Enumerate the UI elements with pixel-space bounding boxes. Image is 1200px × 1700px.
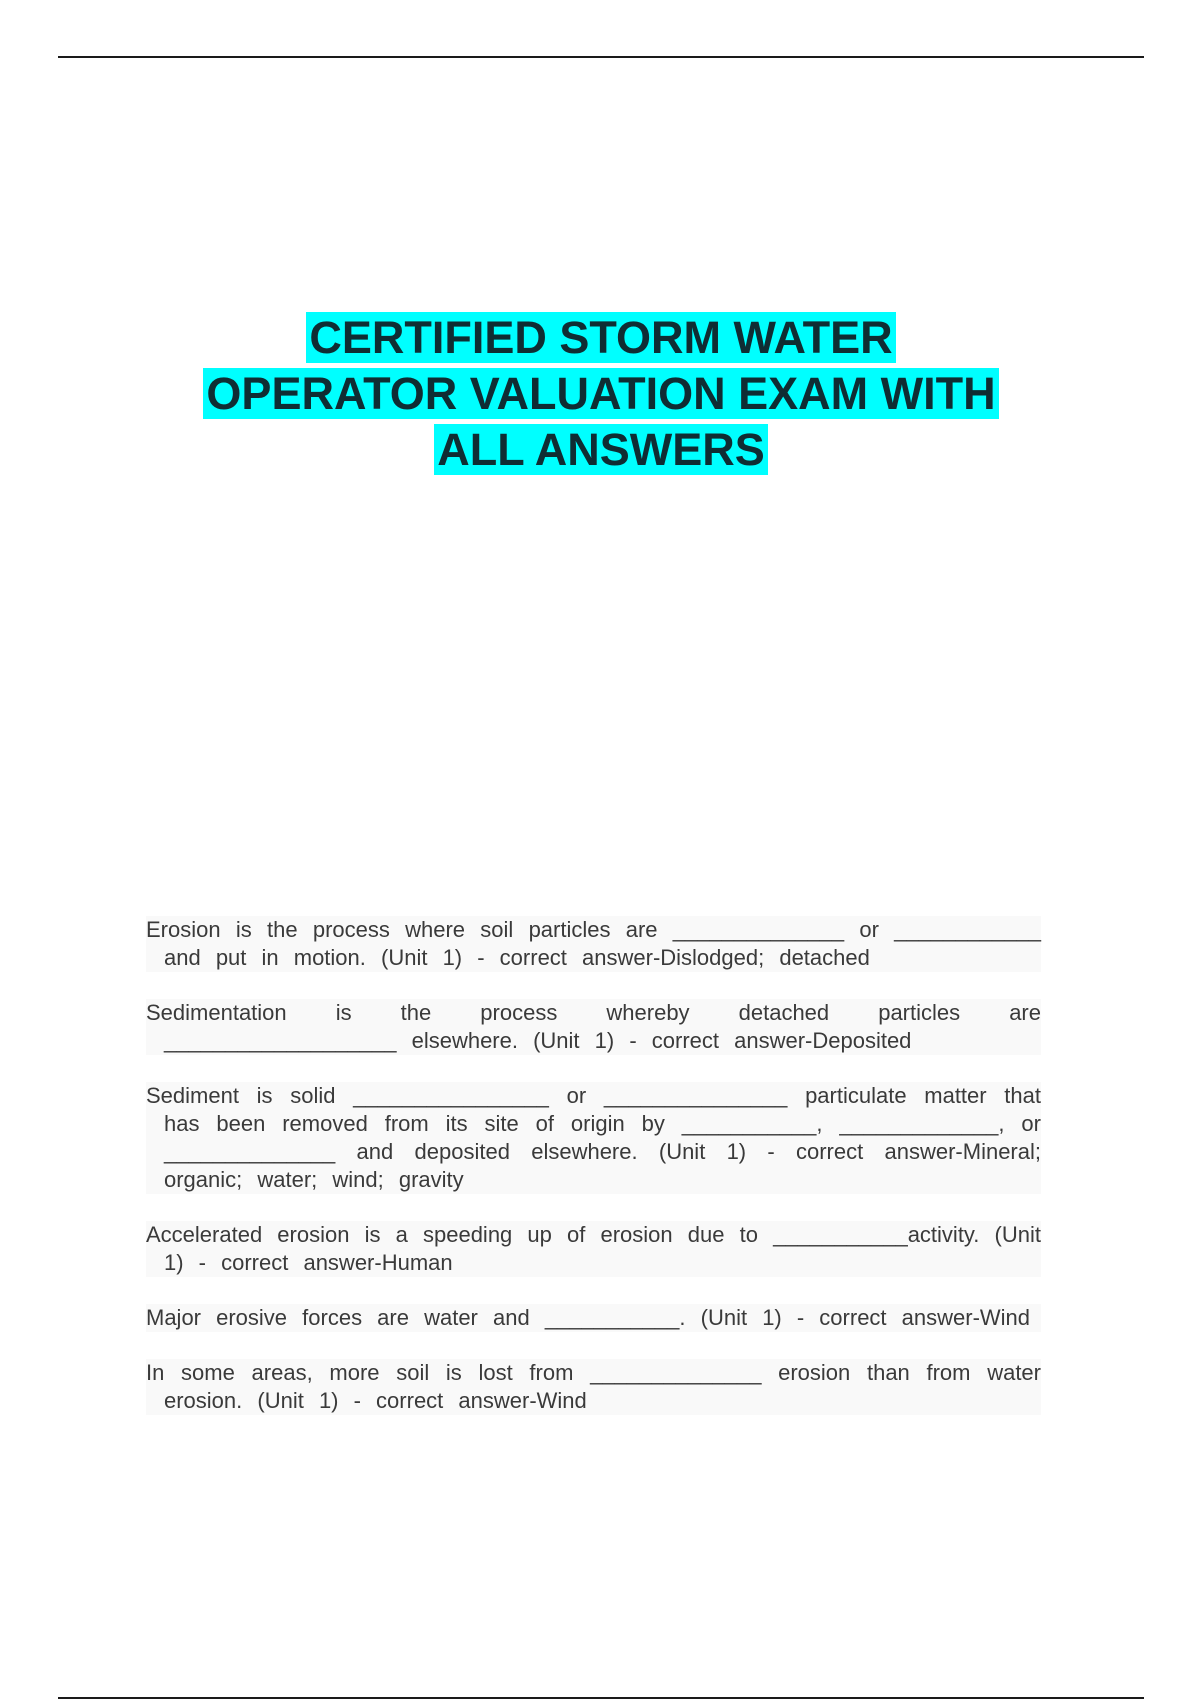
bottom-rule: [58, 1697, 1144, 1699]
top-rule: [58, 56, 1144, 58]
title-line: CERTIFIED STORM WATER: [58, 310, 1144, 366]
title-line: OPERATOR VALUATION EXAM WITH: [58, 366, 1144, 422]
question-item: In some areas, more soil is lost from ______________ erosion than from water erosion. (Unit 1) - correct answer-Wind: [146, 1360, 1041, 1413]
question-item: Erosion is the process where soil particles are ______________ or ____________ and put in motion. (Unit 1) - correct answer-Dislodged; detached: [146, 917, 1041, 970]
question-item: Accelerated erosion is a speeding up of erosion due to ___________activity. (Unit 1) - correct answer-Human: [146, 1222, 1041, 1275]
question-item: Major erosive forces are water and ___________. (Unit 1) - correct answer-Wind: [146, 1304, 1041, 1332]
title-line: ALL ANSWERS: [58, 422, 1144, 478]
question-item: Sedimentation is the process whereby detached particles are ___________________ elsewhere. (Unit 1) - correct answer-Deposited: [146, 1000, 1041, 1053]
document-title: [58, 310, 1144, 478]
question-item: Sediment is solid ________________ or _______________ particulate matter that has been removed from its site of origin by ___________, _____________, or ______________ and deposited elsewhere. (Unit 1) - correct answer-Mineral; organic; water; wind; gravity: [146, 1083, 1041, 1192]
question-list: [146, 894, 1041, 1442]
